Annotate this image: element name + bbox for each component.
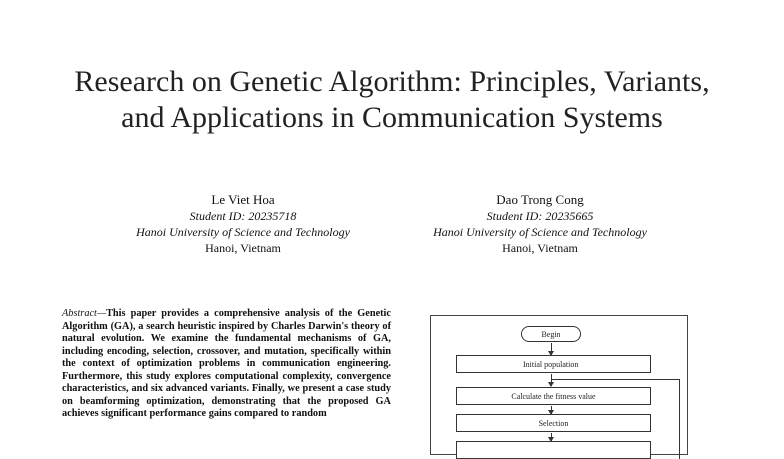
author-location: Hanoi, Vietnam [205,241,281,255]
author-block-1 [93,192,393,256]
flowchart-arrow [551,343,552,355]
author-student-id: Student ID: 20235718 [189,209,297,223]
flowchart-node-begin: Begin [521,326,581,342]
flowchart-node-next [456,441,651,459]
paper-title: Research on Genetic Algorithm: Principles, Variants, and Applications in Communication Systems [74,65,710,134]
author-block-2 [390,192,690,256]
abstract [62,308,391,421]
flowchart-node-initial-population: Initial population [456,355,651,373]
flowchart-node-fitness: Calculate the fitness value [456,387,651,405]
flowchart-arrow [551,406,552,414]
author-affiliation: Hanoi University of Science and Technology [136,225,350,239]
abstract-lead: Abstract— [62,308,107,319]
ga-flowchart-figure [430,315,688,455]
author-name: Dao Trong Cong [496,192,584,207]
author-student-id: Student ID: 20235665 [486,209,594,223]
flowchart-arrow [551,433,552,441]
flowchart-arrow [551,374,552,386]
flowchart-loop-line [551,379,679,380]
abstract-body: This paper provides a comprehensive analysis of the Genetic Algorithm (GA), a search heuristic inspired by Charles Darwin's theory of natural evolution. We examine the fundamental mechanisms of GA, including encoding, selection, crossover, and mutation, specifically within the context of optimization problems in communication engineering. Furthermore, this study explores computational complexity, convergence characteristics, and six advanced variants. Finally, we present a case study on beamforming optimization, demonstrating that the proposed GA achieves significant performance gains compared to random [62,308,391,419]
author-location: Hanoi, Vietnam [502,241,578,255]
author-name: Le Viet Hoa [211,192,275,207]
flowchart-loop-line [679,379,680,459]
flowchart-node-selection: Selection [456,414,651,432]
author-affiliation: Hanoi University of Science and Technology [433,225,647,239]
